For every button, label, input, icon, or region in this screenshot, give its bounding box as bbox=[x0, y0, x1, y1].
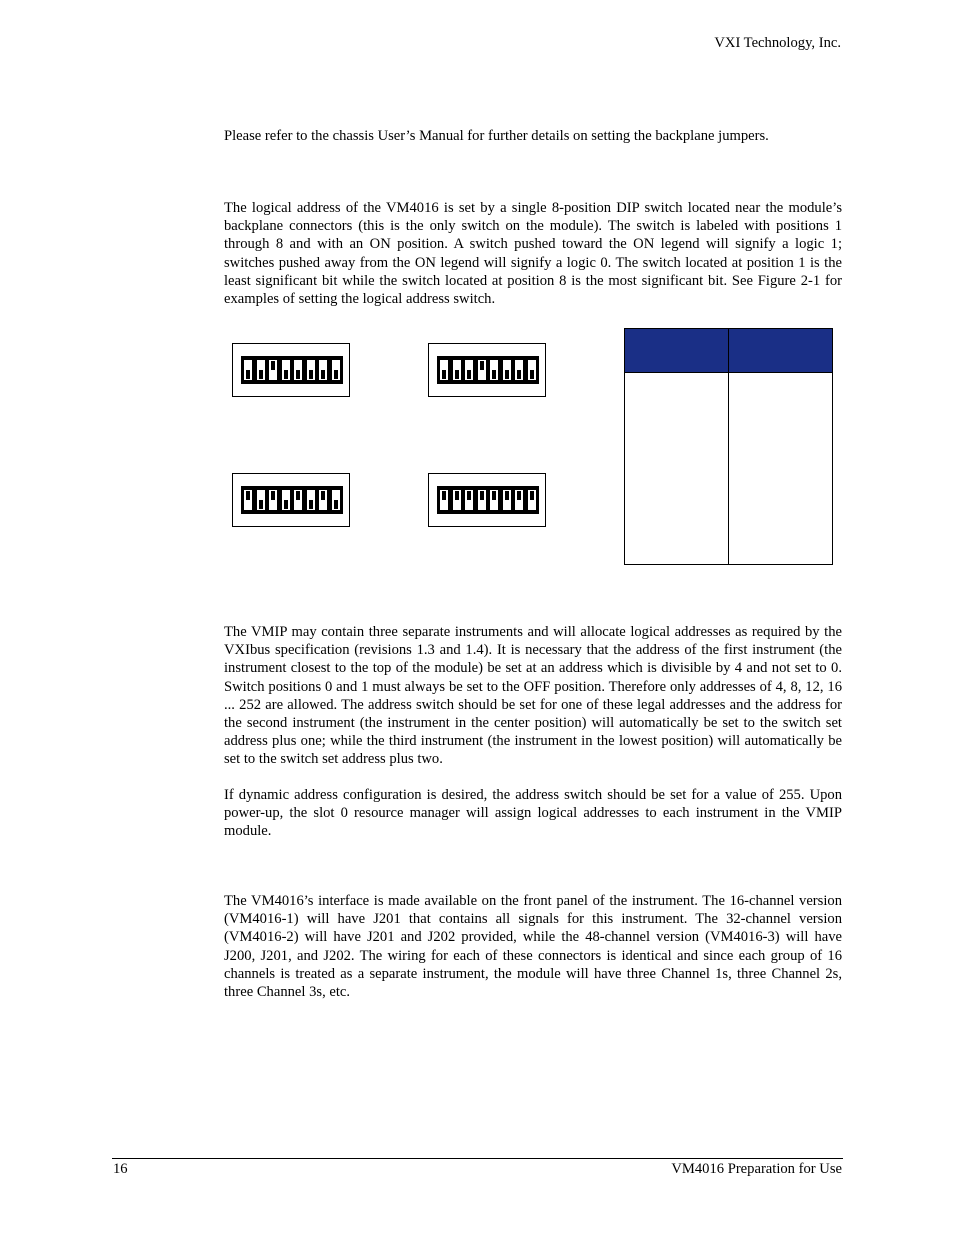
switch-position-4 bbox=[282, 490, 290, 510]
switch-position-1 bbox=[440, 490, 448, 510]
switch-position-5 bbox=[490, 490, 498, 510]
switch-knob bbox=[334, 500, 338, 509]
switch-knob bbox=[334, 370, 338, 379]
dip-switch-example-3 bbox=[232, 473, 350, 527]
switch-knob bbox=[321, 370, 325, 379]
switch-knob bbox=[505, 491, 509, 500]
switch-knob bbox=[517, 491, 521, 500]
switch-position-4 bbox=[478, 360, 486, 380]
switch-knob bbox=[530, 370, 534, 379]
footer-section-title: VM4016 Preparation for Use bbox=[671, 1161, 842, 1177]
switch-position-2 bbox=[257, 360, 265, 380]
switch-position-8 bbox=[528, 360, 536, 380]
paragraph-dynamic-address: If dynamic address configuration is desired, the address switch should be set for a value of 255. Upon power-up, the slot 0 resource manager will assign logical addresses to each instrument in the VMIP module. bbox=[224, 787, 842, 840]
switch-position-8 bbox=[332, 360, 340, 380]
table-column-divider bbox=[728, 329, 729, 564]
running-header: VXI Technology, Inc. bbox=[714, 35, 841, 51]
switch-position-1 bbox=[244, 360, 252, 380]
switch-knob bbox=[480, 491, 484, 500]
switch-position-6 bbox=[503, 360, 511, 380]
switch-knob bbox=[455, 491, 459, 500]
dip-switch-example-1 bbox=[232, 343, 350, 397]
switch-knob bbox=[309, 370, 313, 379]
switch-knob bbox=[296, 370, 300, 379]
switch-knob bbox=[467, 491, 471, 500]
switch-bank bbox=[241, 486, 343, 514]
switch-bank bbox=[437, 486, 539, 514]
switch-knob bbox=[284, 370, 288, 379]
switch-knob bbox=[492, 491, 496, 500]
switch-knob bbox=[259, 500, 263, 509]
address-table bbox=[624, 328, 833, 565]
switch-position-1 bbox=[440, 360, 448, 380]
switch-knob bbox=[246, 370, 250, 379]
switch-position-5 bbox=[490, 360, 498, 380]
switch-position-7 bbox=[319, 360, 327, 380]
switch-knob bbox=[259, 370, 263, 379]
switch-position-2 bbox=[453, 490, 461, 510]
dip-switch-example-4 bbox=[428, 473, 546, 527]
switch-position-7 bbox=[515, 490, 523, 510]
switch-knob bbox=[467, 370, 471, 379]
switch-knob bbox=[455, 370, 459, 379]
paragraph-front-panel-interface: The VM4016’s interface is made available on the front panel of the instrument. The 16-channel version (VM4016-1) will have J201 that contains all signals for this instrument. The 32-channel version (VM4016-2) will have J201 and J202 provided, while the 48-channel version (VM4016-3) will have J200, J201, and J202. The wiring for each of these connectors is identical and since each group of 16 channels is treated as a separate instrument, the module will have three Channel 1s, three Channel 2s, three Channel 3s, etc. bbox=[224, 893, 842, 1001]
switch-position-2 bbox=[453, 360, 461, 380]
switch-knob bbox=[442, 370, 446, 379]
switch-position-6 bbox=[503, 490, 511, 510]
dip-switch-example-2 bbox=[428, 343, 546, 397]
switch-bank bbox=[437, 356, 539, 384]
switch-position-3 bbox=[465, 360, 473, 380]
switch-position-8 bbox=[332, 490, 340, 510]
switch-knob bbox=[246, 491, 250, 500]
paragraph-logical-address: The logical address of the VM4016 is set by a single 8-position DIP switch located near the module’s backplane connectors (this is the only switch on the module). The switch is labeled with positions 1 through 8 and with an ON position. A switch pushed toward the ON legend will signify a logic 1; switches pushed away from the ON legend will signify a logic 0. The switch located at position 1 is the least significant bit while the switch located at position 8 is the most significant bit. See Figure 2-1 for examples of setting the logical address switch. bbox=[224, 200, 842, 308]
switch-position-1 bbox=[244, 490, 252, 510]
switch-knob bbox=[505, 370, 509, 379]
switch-position-2 bbox=[257, 490, 265, 510]
switch-position-4 bbox=[478, 490, 486, 510]
page-number: 16 bbox=[113, 1161, 128, 1177]
footer-rule bbox=[112, 1158, 843, 1159]
switch-position-6 bbox=[307, 360, 315, 380]
switch-position-7 bbox=[319, 490, 327, 510]
switch-knob bbox=[271, 361, 275, 370]
switch-position-3 bbox=[269, 360, 277, 380]
paragraph-backplane-jumpers: Please refer to the chassis User’s Manual for further details on setting the backplane jumpers. bbox=[224, 128, 769, 144]
switch-knob bbox=[296, 491, 300, 500]
paragraph-vmip-addresses: The VMIP may contain three separate instruments and will allocate logical addresses as required by the VXIbus specification (revisions 1.3 and 1.4). It is necessary that the address of the first instrument (the instrument closest to the top of the module) be set at an address which is divisible by 4 and not set to 0. Switch positions 0 and 1 must always be set to the OFF position. Therefore only addresses of 4, 8, 12, 16 ... 252 are allowed. The address switch should be set for one of these legal addresses and the address for the second instrument (the instrument in the center position) will automatically be set to the switch set address plus one; while the third instrument (the instrument in the lowest position) will automatically be set to the switch set address plus two. bbox=[224, 624, 842, 768]
switch-position-8 bbox=[528, 490, 536, 510]
switch-position-5 bbox=[294, 360, 302, 380]
switch-position-7 bbox=[515, 360, 523, 380]
switch-knob bbox=[517, 370, 521, 379]
switch-position-5 bbox=[294, 490, 302, 510]
switch-position-6 bbox=[307, 490, 315, 510]
switch-position-4 bbox=[282, 360, 290, 380]
switch-position-3 bbox=[465, 490, 473, 510]
switch-knob bbox=[309, 500, 313, 509]
switch-knob bbox=[492, 370, 496, 379]
switch-position-3 bbox=[269, 490, 277, 510]
switch-knob bbox=[480, 361, 484, 370]
switch-knob bbox=[442, 491, 446, 500]
switch-knob bbox=[284, 500, 288, 509]
switch-bank bbox=[241, 356, 343, 384]
switch-knob bbox=[530, 491, 534, 500]
switch-knob bbox=[321, 491, 325, 500]
switch-knob bbox=[271, 491, 275, 500]
